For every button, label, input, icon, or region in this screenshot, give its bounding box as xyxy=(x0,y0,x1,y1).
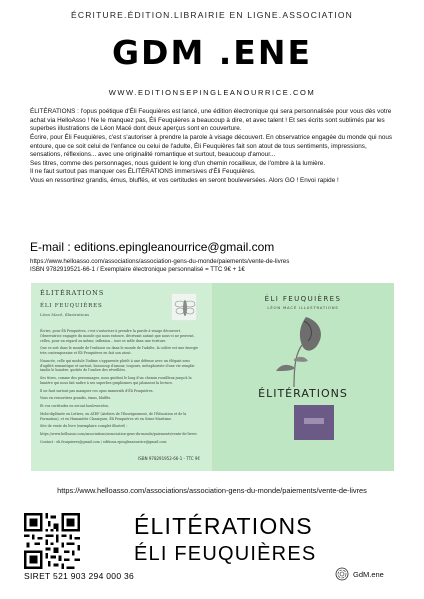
back-paragraph: Nuancée, celle qui module l'infime s'apparente plutôt à une défense avec un élégant sens d'agilité romantique et surtout, beaucoup d'amour, toujours, métaphoriste d'une vie remplie tandis le lumière, quittée de l'ombre des réveillées. xyxy=(40,358,195,373)
isbn-line: ISBN 9782919521-66-1 / Exemplaire électronique personnalisé = TTC 9€ + 1€ xyxy=(30,266,245,273)
back-paragraph: Vous en ressortirez grandis, émus, bluffés. xyxy=(40,396,112,401)
qr-code-icon[interactable] xyxy=(24,513,80,569)
description xyxy=(30,108,398,186)
footer-book-author: ÉLI FEUQUIÈRES xyxy=(134,543,317,565)
brand-name: GdM.ene xyxy=(353,569,384,579)
logo: GDM .ENE xyxy=(111,33,313,72)
publisher-logo-icon xyxy=(294,405,334,440)
back-paragraph: Ses titres, comme des personnages, nous guident le long d'un chemin rocailleux jusqu'à la lumière qui nous fait naître à ses superbes graphismes qui jalonnent la lecture. xyxy=(40,376,192,385)
back-cover-title: ÉLITÉRATIONS xyxy=(40,289,105,297)
back-paragraph: https://www.helloasso.com/associations/association-gens-du-monde/paiements/vente-de-livres xyxy=(40,432,197,437)
book-back-cover xyxy=(31,283,212,471)
front-cover-title: ÉLITÉRATIONS xyxy=(258,387,348,400)
spiral-logo-icon xyxy=(335,567,349,581)
paragraph: Il ne faut surtout pas manquer ces ÉLITÉRATIONS immersives d'Éli Feuquières. xyxy=(30,168,256,176)
back-paragraph: Contact : eli.feuquieres@gmail.com / editions.epingleanourrice@gmail.com xyxy=(40,440,167,445)
paragraph: Écrire, pour Éli Feuquières, c'est s'autoriser à prendre la parole à visage découvert. En observatrice engagée du monde qui nous entoure, que ce soit celui de l'enfance ou celui de l'adulte, Éli Feuquières fait son atout de tous sentiments, impressions, sensations, réflexions... avec une originalité romantique et surtout, beaucoup d'amour... xyxy=(30,133,393,159)
brand-mark xyxy=(335,567,384,581)
back-paragraph: Il ne faut surtout pas manquer ces opus immersifs d'Éli Feuquières. xyxy=(40,388,154,393)
paragraph: Ses titres, comme des personnages, nous guident le long d'un chemin rocailleux, de l'ombre à la lumière. xyxy=(30,159,326,167)
helloasso-link[interactable]: https://www.helloasso.com/associations/association-gens-du-monde/paiements/vente-de-livres xyxy=(30,258,290,265)
back-paragraph: Que ce soit dans le monde de l'enfance ou dans le monde de l'adulte, la colère est une énergie très contemporaine et Éli Feuquières en fait son atout. xyxy=(40,346,199,356)
book-cover-spread xyxy=(31,283,394,471)
back-paragraph: Et vos certitudes en seront bouleversées. xyxy=(40,404,110,409)
back-cover-author: ÉLI FEUQUIÈRES xyxy=(40,303,103,309)
footer-helloasso-link[interactable]: https://www.helloasso.com/associations/association-gens-du-monde/paiements/vente-de-livres xyxy=(57,486,367,495)
website-link[interactable]: WWW.EDITIONSEPINGLEANOURRICE.COM xyxy=(108,88,316,97)
email-contact[interactable]: E-mail : editions.epingleanourrice@gmail.com xyxy=(30,240,275,254)
paragraph: Vous en ressortirez grandis, émus, bluffés, et vos certitudes en seront bouleversées. Alors GO ! Envoi rapide ! xyxy=(30,177,339,184)
tagline: ÉCRITURE.ÉDITION.LIBRAIRIE EN LIGNE.ASSOCIATION xyxy=(70,10,353,20)
back-cover-isbn: ISBN 978291952-66-1 - TTC 9€ xyxy=(138,456,200,461)
back-cover-text xyxy=(40,329,200,448)
front-cover-author: ÉLI FEUQUIÈRES xyxy=(264,295,342,303)
book-front-cover xyxy=(212,283,394,471)
insect-illustration-icon xyxy=(171,293,197,321)
footer-book-title: ÉLITÉRATIONS xyxy=(134,513,313,539)
flower-illustration-icon xyxy=(260,311,340,389)
back-cover-illustrator: Léon Macé, illustrations xyxy=(40,312,90,317)
back-paragraph: Écrire, pour Éli Feuquières, c'est s'autoriser à prendre la parole à visage découvert. Observatrice engagée du monde qui nous entoure, décrivant autant que nous-ci ne peuvent, celles, pour un regard ou même, inflexion... tout se mêle dans une écriture. xyxy=(40,329,195,343)
paragraph: ÉLITÉRATIONS : l'opus poétique d'Éli Feuquières est lancé, une édition électronique qui sera personnalisée pour vous dès votre achat via HelloAsso ! Ne le manquez pas, Éli Feuquières a beaucoup à dire, et avec talent ! Et ses écrits sont sublimés par les superbes illustrations de Léon Macé dont deux aperçus sont en couverture. xyxy=(30,108,392,133)
siret-number: SIRET 521 903 294 000 36 xyxy=(24,571,135,581)
front-cover-illustrator: LÉON MACÉ ILLUSTRATIONS xyxy=(267,305,339,310)
back-paragraph: Site de vente du livre (exemplaire complet illustré) : xyxy=(40,424,128,429)
back-paragraph: Mobi-diplômée en Lettres, en ATEF (Ateliers de l'Enseignement, de l'Éducation et de la Formation), et en Humanités Classiques, Éli Feuquières vit en Seine-Maritime. xyxy=(40,411,187,421)
